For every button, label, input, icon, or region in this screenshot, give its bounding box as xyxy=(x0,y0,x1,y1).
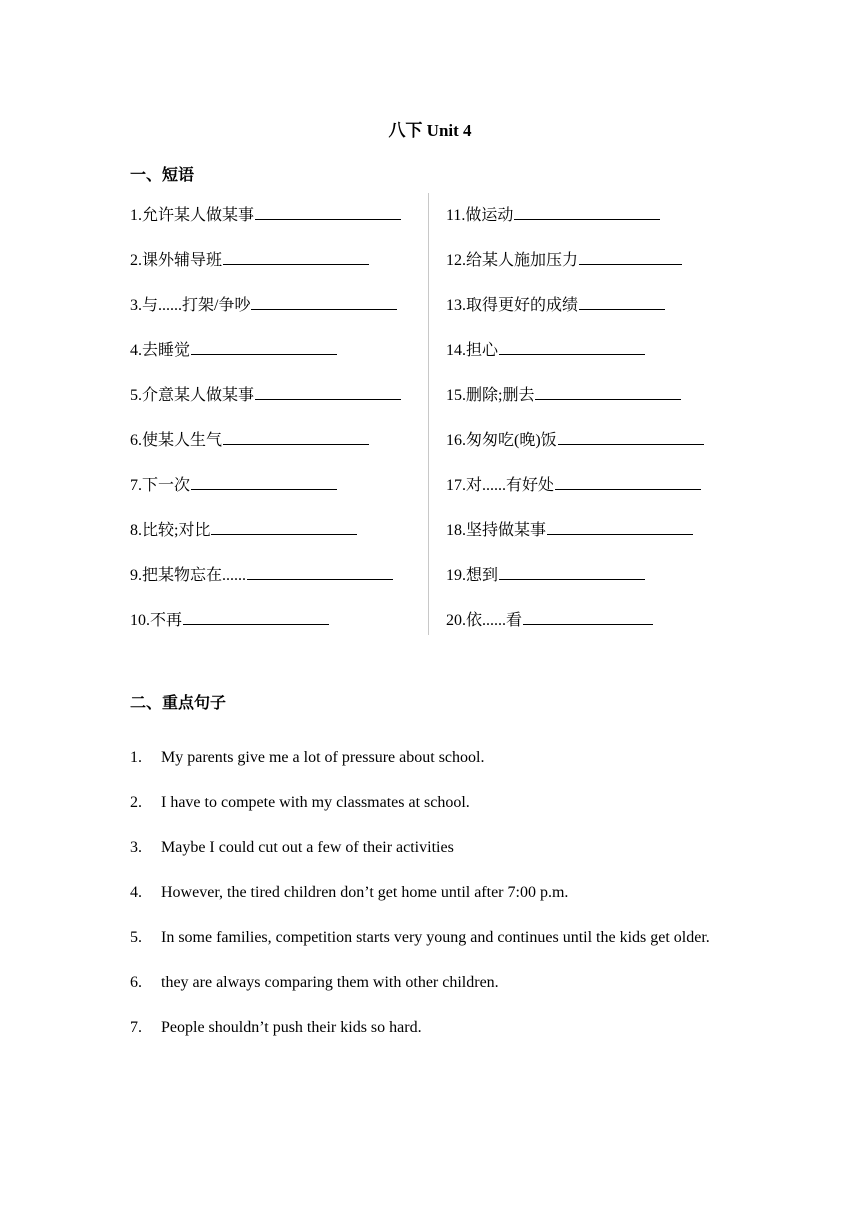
phrase-item xyxy=(446,429,704,474)
phrase-text: 11.做运动 xyxy=(446,207,514,224)
phrase-text: 5.介意某人做某事 xyxy=(130,387,255,404)
phrase-item xyxy=(446,249,704,294)
sentence-text: However, the tired children don’t get home until after 7:00 p.m. xyxy=(161,884,569,901)
phrase-text: 9.把某物忘在...... xyxy=(130,567,247,584)
sentence-number: 5. xyxy=(130,929,142,946)
answer-blank xyxy=(211,519,357,535)
phrase-text: 6.使某人生气 xyxy=(130,432,223,449)
phrase-item xyxy=(130,609,401,654)
answer-blank xyxy=(555,474,701,490)
answer-blank xyxy=(579,294,665,310)
answer-blank xyxy=(558,429,704,445)
sentence-text: My parents give me a lot of pressure about school. xyxy=(161,749,485,766)
phrase-item xyxy=(446,294,704,339)
phrase-item xyxy=(130,564,401,609)
phrase-item xyxy=(130,474,401,519)
sentence-text: I have to compete with my classmates at school. xyxy=(161,794,470,811)
sentence-text: People shouldn’t push their kids so hard. xyxy=(161,1019,422,1036)
sentence-number: 6. xyxy=(130,974,142,991)
sentence-number: 2. xyxy=(130,794,142,811)
column-divider xyxy=(428,193,429,635)
answer-blank xyxy=(191,339,337,355)
sentence-text: Maybe I could cut out a few of their activities xyxy=(161,839,454,856)
sentence-number: 3. xyxy=(130,839,142,856)
sentence-list xyxy=(130,735,730,1050)
answer-blank xyxy=(499,564,645,580)
phrase-item xyxy=(130,204,401,249)
sentence-number: 7. xyxy=(130,1019,142,1036)
phrase-text: 13.取得更好的成绩 xyxy=(446,297,579,314)
answer-blank xyxy=(255,204,401,220)
phrase-item xyxy=(130,294,401,339)
phrase-item xyxy=(446,339,704,384)
phrase-text: 17.对......有好处 xyxy=(446,477,555,494)
phrase-item xyxy=(130,429,401,474)
sentence-number: 1. xyxy=(130,749,142,766)
phrase-item xyxy=(130,519,401,564)
phrase-item xyxy=(446,384,704,429)
answer-blank xyxy=(183,609,329,625)
phrase-text: 18.坚持做某事 xyxy=(446,522,547,539)
answer-blank xyxy=(535,384,681,400)
answer-blank xyxy=(547,519,693,535)
phrase-text: 7.下一次 xyxy=(130,477,191,494)
phrase-text: 12.给某人施加压力 xyxy=(446,252,579,269)
sentence-item xyxy=(130,915,730,960)
answer-blank xyxy=(579,249,682,265)
sentence-item xyxy=(130,1005,730,1050)
phrase-text: 14.担心 xyxy=(446,342,499,359)
section-heading-phrases: 一、短语 xyxy=(130,167,195,184)
phrase-item xyxy=(446,564,704,609)
phrase-list-right xyxy=(446,204,704,654)
phrase-text: 16.匆匆吃(晚)饭 xyxy=(446,432,557,449)
answer-blank xyxy=(523,609,653,625)
sentence-text: In some families, competition starts very young and continues until the kids get older. xyxy=(161,929,710,946)
phrase-text: 1.允许某人做某事 xyxy=(130,207,255,224)
phrase-text: 10.不再 xyxy=(130,612,183,629)
phrase-list-left xyxy=(130,204,401,654)
sentence-number: 4. xyxy=(130,884,142,901)
phrase-text: 15.删除;删去 xyxy=(446,387,535,404)
phrase-text: 2.课外辅导班 xyxy=(130,252,223,269)
phrase-text: 20.依......看 xyxy=(446,612,523,629)
phrase-item xyxy=(446,204,704,249)
sentence-item xyxy=(130,870,730,915)
phrase-item xyxy=(130,339,401,384)
phrase-text: 3.与......打架/争吵 xyxy=(130,297,251,314)
page-title: 八下 Unit 4 xyxy=(388,121,472,140)
sentence-text: they are always comparing them with other children. xyxy=(161,974,499,991)
phrase-item xyxy=(446,519,704,564)
phrase-item xyxy=(130,384,401,429)
answer-blank xyxy=(223,249,369,265)
answer-blank xyxy=(191,474,337,490)
phrase-item xyxy=(446,609,704,654)
answer-blank xyxy=(499,339,645,355)
phrase-text: 8.比较;对比 xyxy=(130,522,211,539)
phrase-text: 19.想到 xyxy=(446,567,499,584)
answer-blank xyxy=(255,384,401,400)
section-heading-sentences: 二、重点句子 xyxy=(130,695,227,712)
answer-blank xyxy=(514,204,660,220)
phrase-item xyxy=(446,474,704,519)
phrase-text: 4.去睡觉 xyxy=(130,342,191,359)
answer-blank xyxy=(251,294,397,310)
answer-blank xyxy=(223,429,369,445)
phrase-item xyxy=(130,249,401,294)
sentence-item xyxy=(130,780,730,825)
sentence-item xyxy=(130,825,730,870)
answer-blank xyxy=(247,564,393,580)
sentence-item xyxy=(130,960,730,1005)
sentence-item xyxy=(130,735,730,780)
